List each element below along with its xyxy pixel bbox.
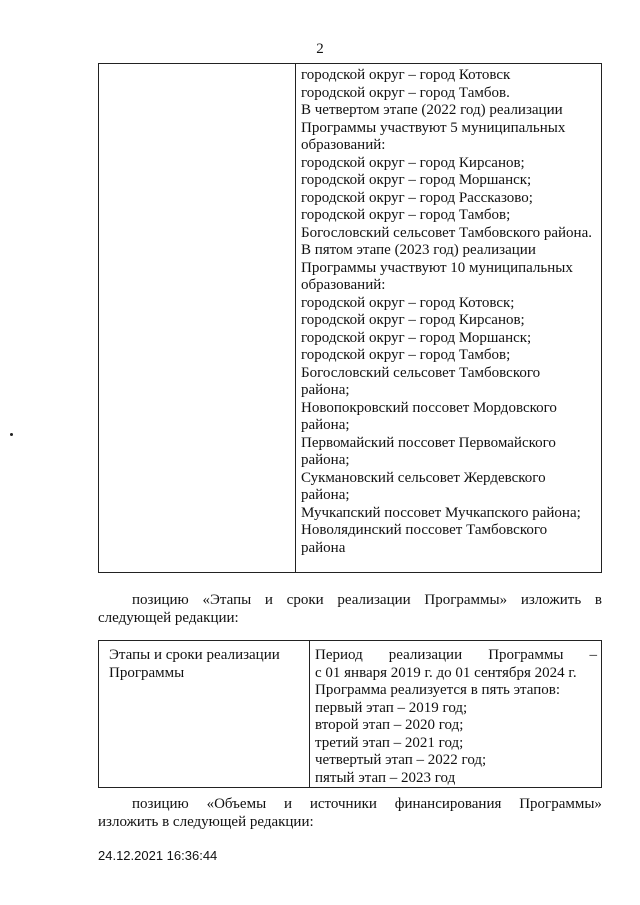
stages-lines [315,665,597,788]
text-line: городской округ – город Моршанск; [301,172,532,188]
paragraph-financing-first-line [98,795,602,813]
participants-left-cell [99,64,296,573]
text-line: района [301,539,346,556]
text-line: Сукмановский сельсовет Жердевского [301,469,546,486]
text-line: района; [301,487,350,503]
text-line: района; [301,382,350,398]
word: Программы [488,647,564,663]
text-line: городской округ – город Тамбов; [301,347,511,363]
paragraph-stages-intro [98,591,602,627]
word: «Объемы [206,796,267,812]
text-line: городской округ – город Котовск [301,67,511,83]
paragraph-stages-second-line: следующей редакции: [98,610,239,626]
text-line: второй этап – 2020 год; [315,717,464,733]
word: и [264,592,273,608]
text-line: Новопокровский поссовет Мордовского [301,399,557,416]
word: Программы» [519,796,602,812]
word: финансирования [394,796,502,812]
word: – [589,647,597,663]
text-line: городской округ – город Тамбов. [301,84,510,101]
stages-value-cell [310,641,602,788]
paragraph-financing-second-line: изложить в следующей редакции: [98,814,314,830]
stages-table [98,640,602,788]
paragraph-financing-intro [98,795,602,831]
text-line: Мучкапский поссовет Мучкапского района; [301,504,581,521]
stages-label-line: Программы [109,664,185,681]
text-line: Программы участвуют 5 муниципальных [301,119,566,136]
text-line: первый этап – 2019 год; [315,699,468,716]
word: «Этапы [202,592,252,608]
stages-label-line: Этапы и сроки реализации [109,647,280,663]
text-line: Программы участвуют 10 муниципальных [301,259,573,276]
text-line: Богословский сельсовет Тамбовского [301,364,541,381]
text-line: Первомайский поссовет Первомайского [301,434,556,451]
text-line: городской округ – город Котовск; [301,294,515,311]
text-line: городской округ – город Моршанск; [301,329,532,346]
text-line: В четвертом этапе (2022 год) реализации [301,102,563,118]
text-line: В пятом этапе (2023 год) реализации [301,242,536,258]
text-line: пятый этап – 2023 год [315,769,456,786]
text-line: образований: [301,137,386,153]
word: позицию [132,592,189,608]
participants-table [98,63,602,573]
timestamp: 24.12.2021 16:36:44 [98,848,218,863]
text-line: городской округ – город Кирсанов; [301,312,525,328]
text-line: городской округ – город Рассказово; [301,189,533,206]
text-line: Новолядинский поссовет Тамбовского [301,522,548,538]
text-line: городской округ – город Тамбов; [301,207,511,223]
paragraph-stages-first-line [98,591,602,609]
word: источники [309,796,377,812]
word: реализации [388,647,463,663]
word: Программы» [424,592,508,608]
participants-right-cell [296,64,602,573]
word: сроки [286,592,324,608]
text-line: Программа реализуется в пять этапов: [315,682,561,698]
word: позицию [132,796,189,812]
word: и [283,796,293,812]
text-line: Богословский сельсовет Тамбовского района. [301,224,592,241]
text-line: с 01 января 2019 г. до 01 сентября 2024 г. [315,664,577,681]
word: в [594,592,602,608]
stages-period-line [315,647,597,665]
text-line: района; [301,417,350,433]
text-line: района; [301,452,350,468]
text-line: четвертый этап – 2022 год; [315,752,487,768]
word: Период [315,647,363,663]
stages-label-cell [99,641,310,788]
word: реализации [337,592,411,608]
text-line: городской округ – город Кирсанов; [301,154,525,171]
word: изложить [520,592,582,608]
text-line: образований: [301,277,386,293]
scan-speck [10,433,13,436]
page-number: 2 [316,41,324,57]
text-line: третий этап – 2021 год; [315,734,464,751]
